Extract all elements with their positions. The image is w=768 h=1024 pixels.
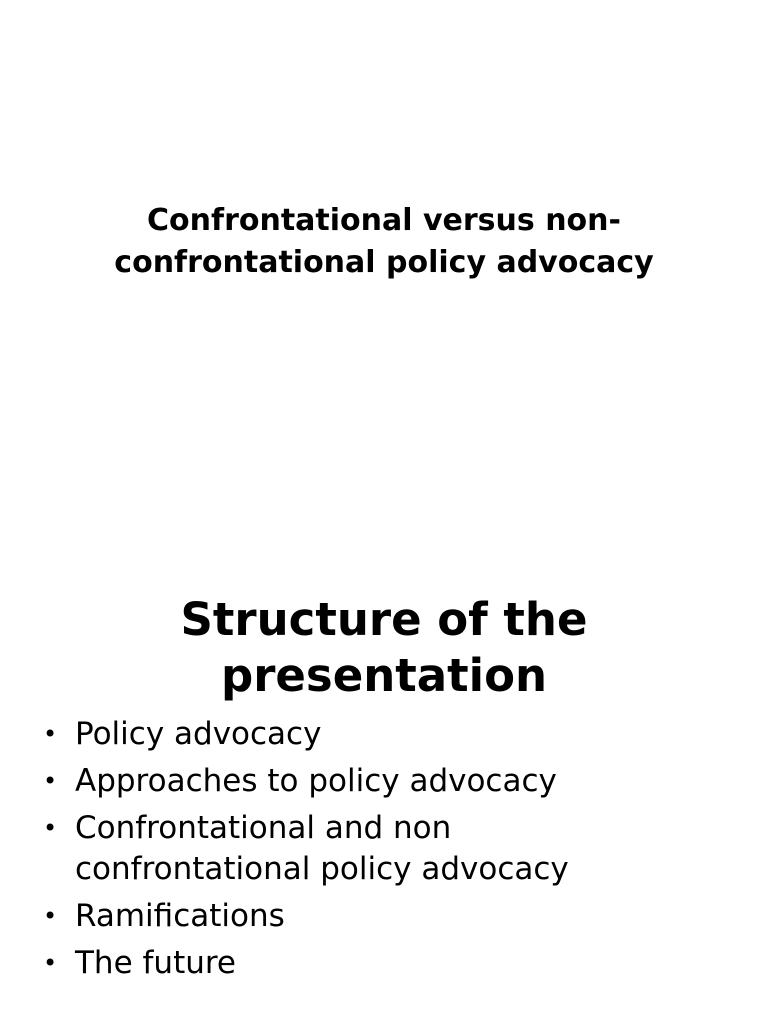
list-item: [40, 714, 740, 755]
list-item: [40, 808, 740, 890]
list-item-text-line-2: confrontational policy advocacy: [75, 851, 569, 887]
bullet-icon: •: [43, 902, 58, 930]
bullet-icon: •: [43, 814, 58, 842]
slide-2-title: [40, 592, 728, 704]
list-item: [40, 896, 740, 937]
bullet-list: [40, 714, 740, 990]
slide-1-title-line-1: Confrontational versus non-: [147, 203, 621, 238]
bullet-icon: •: [43, 949, 58, 977]
list-item: [40, 943, 740, 984]
slide-2: [0, 512, 768, 1024]
list-item: [40, 761, 740, 802]
slide-2-title-line-1: Structure of the: [180, 593, 588, 646]
bullet-icon: •: [43, 767, 58, 795]
slide-1-title: [40, 200, 728, 284]
slide-1-title-line-2: confrontational policy advocacy: [114, 245, 654, 280]
list-item-text: Ramifications: [75, 898, 285, 934]
slide-2-title-line-2: presentation: [220, 649, 548, 702]
list-item-text-line-1: Confrontational and non: [75, 810, 452, 846]
list-item-text: Policy advocacy: [75, 716, 322, 752]
bullet-icon: •: [43, 720, 58, 748]
list-item-text: Approaches to policy advocacy: [75, 763, 557, 799]
list-item-text: The future: [75, 945, 237, 981]
